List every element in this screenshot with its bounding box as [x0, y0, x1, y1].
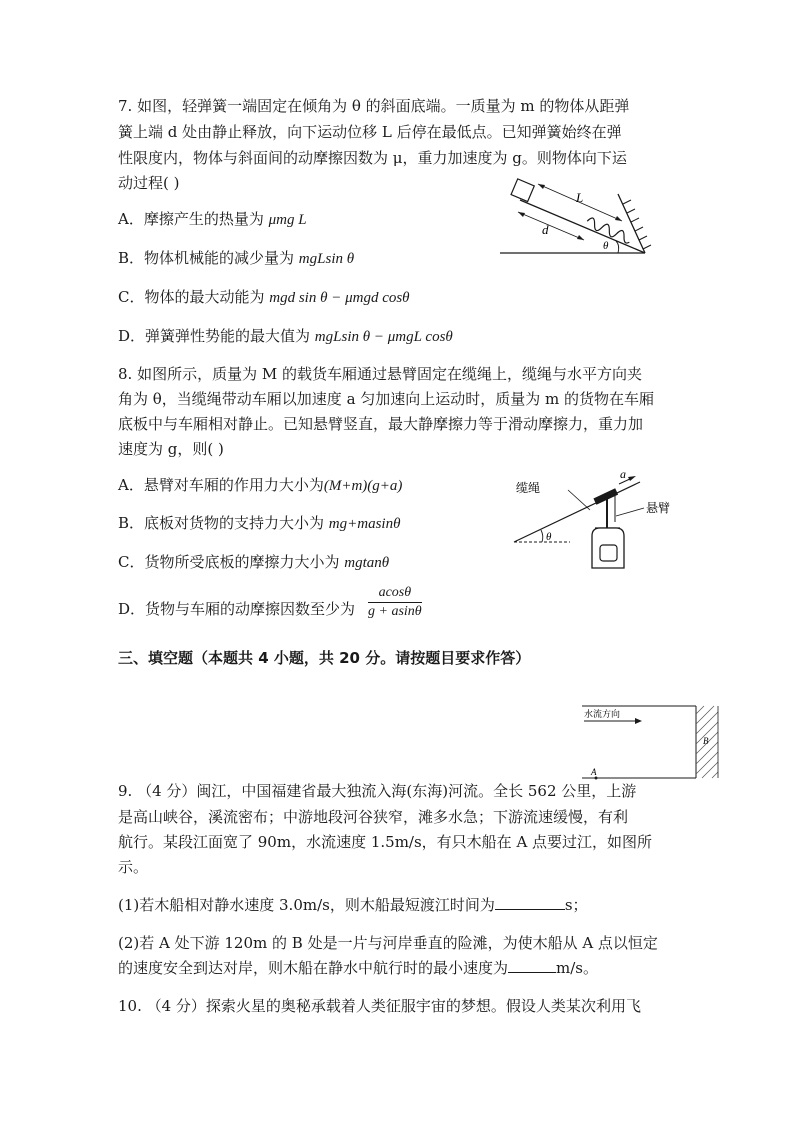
q9-sub-2-text: 的速度安全到达对岸，则木船在静水中航行时的最小速度为 — [118, 959, 509, 977]
q8-option-d-denominator: g + asinθ — [368, 604, 422, 619]
q8-cargo — [600, 545, 617, 561]
q9-sub-1-unit: s； — [564, 896, 588, 914]
q9-label-flow: 水流方向 — [584, 710, 621, 720]
q7-option-d[interactable] — [118, 325, 453, 348]
q7-incline-line — [520, 200, 645, 253]
q9-sub-2-line-2 — [118, 957, 598, 979]
q7-stem-line-1: 7. 如图，轻弹簧一端固定在倾角为 θ 的斜面底端。一质量为 m 的物体从距弹 — [118, 97, 630, 115]
q9-sub-2-unit: m/s。 — [556, 959, 598, 977]
q9-stem-line-2: 是高山峡谷，溪流密布；中游地段河谷狭窄，滩多水急；下游流速缓慢，有利 — [118, 808, 629, 826]
q7-wall-hatching — [623, 200, 651, 249]
q7-label-d: d — [542, 222, 549, 237]
q7-label-L: L — [576, 190, 584, 205]
q7-option-d-label: D．弹簧弹性势能的最大值为 — [118, 327, 315, 345]
q7-option-a-expr: μmg L — [268, 212, 307, 228]
q8-cable-car-figure — [512, 467, 692, 575]
q7-stem-line-3: 性限度内，物体与斜面间的动摩擦因数为 μ，重力加速度为 g。则物体向下运 — [118, 149, 627, 167]
q9-stem-line-4: 示。 — [118, 858, 149, 876]
q8-option-d-label: D．货物与车厢的动摩擦因数至少为 — [118, 600, 356, 618]
q9-sub-1 — [118, 894, 588, 916]
q7-option-b-tail: sin θ — [325, 251, 355, 267]
q7-option-b-expr: mgL — [298, 251, 326, 267]
q8-option-b-expr: mg+masinθ — [328, 516, 401, 532]
q9-sub-1-text: (1)若木船相对静水速度 3.0m/s，则木船最短渡江时间为 — [118, 896, 495, 914]
q8-label-rope: 缆绳 — [516, 481, 541, 495]
q7-option-d-tail: sin θ − μmgL cosθ — [341, 329, 453, 345]
q7-stem-line-4: 动过程( ) — [118, 174, 180, 192]
q8-option-d-fraction — [368, 584, 422, 621]
q7-option-c[interactable] — [118, 286, 410, 309]
q7-option-a-label: A．摩擦产生的热量为 — [118, 210, 269, 228]
q9-answer-blank-1[interactable] — [495, 895, 565, 910]
q9-label-A: A — [591, 767, 597, 777]
q8-option-d-numerator: acosθ — [368, 584, 422, 603]
q8-label-theta: θ — [546, 531, 552, 543]
q8-option-d[interactable] — [118, 598, 355, 620]
q8-label-arm: 悬臂 — [646, 501, 671, 515]
q7-incline-figure — [500, 172, 675, 258]
q7-option-d-expr: mgL — [314, 329, 342, 345]
q9-stem-line-1: 9. （4 分）闽江，中国福建省最大独流入海(东海)河流。全长 562 公里，上游 — [118, 782, 637, 800]
q7-stem-line-2: 簧上端 d 处由静止释放，向下运动位移 L 后停在最低点。已知弹簧始终在弹 — [118, 123, 622, 141]
q7-option-a[interactable] — [118, 208, 307, 231]
q7-label-theta: θ — [603, 240, 609, 252]
q8-option-a-label: A．悬臂对车厢的作用力大小为 — [118, 476, 324, 494]
q8-label-a: a — [620, 467, 626, 481]
q9-label-B: B — [703, 736, 709, 746]
section-3-heading: 三、填空题（本题共 4 小题，共 20 分。请按题目要求作答） — [118, 649, 531, 667]
q7-option-b[interactable] — [118, 247, 354, 270]
q9-answer-blank-2[interactable] — [508, 958, 556, 973]
q10-stem-line-1: 10. （4 分）探索火星的奥秘承载着人类征服宇宙的梦想。假设人类某次利用飞 — [118, 997, 641, 1015]
q8-option-c[interactable] — [118, 551, 389, 574]
q9-river-figure — [578, 702, 728, 784]
q8-option-c-expr: mgtanθ — [344, 555, 390, 571]
q8-stem-line-4: 速度为 g，则( ) — [118, 440, 224, 458]
q7-wall-line — [618, 194, 645, 253]
q8-option-c-label: C．货物所受底板的摩擦力大小为 — [118, 553, 345, 571]
q8-clamp — [593, 488, 618, 504]
q8-option-b-label: B．底板对货物的支持力大小为 — [118, 514, 329, 532]
q8-stem-line-2: 角为 θ，当缆绳带动车厢以加速度 a 匀加速向上运动时，质量为 m 的货物在车厢 — [118, 390, 655, 408]
q8-stem-line-1: 8. 如图所示，质量为 M 的载货车厢通过悬臂固定在缆绳上，缆绳与水平方向夹 — [118, 365, 642, 383]
q8-option-b[interactable] — [118, 512, 400, 535]
q8-option-a-expr: (M+m)(g+a) — [323, 478, 403, 494]
q8-option-a[interactable] — [118, 474, 402, 497]
q7-option-c-label: C．物体的最大动能为 — [118, 288, 270, 306]
q7-option-b-label: B．物体机械能的减少量为 — [118, 249, 299, 267]
q9-sub-2-line-1: (2)若 A 处下游 120m 的 B 处是一片与河岸垂直的险滩，为使木船从 A 点以恒定 — [118, 934, 658, 952]
q7-block — [511, 179, 534, 202]
q9-stem-line-3: 航行。某段江面宽了 90m，水流速度 1.5m/s，有只木船在 A 点要过江，如图所 — [118, 833, 653, 851]
q7-arrow-d — [518, 212, 584, 240]
q7-option-c-expr: mgd sin θ − μmgd cosθ — [269, 290, 410, 306]
q8-stem-line-3: 底板中与车厢相对静止。已知悬臂竖直，最大静摩擦力等于滑动摩擦力，重力加 — [118, 415, 644, 433]
